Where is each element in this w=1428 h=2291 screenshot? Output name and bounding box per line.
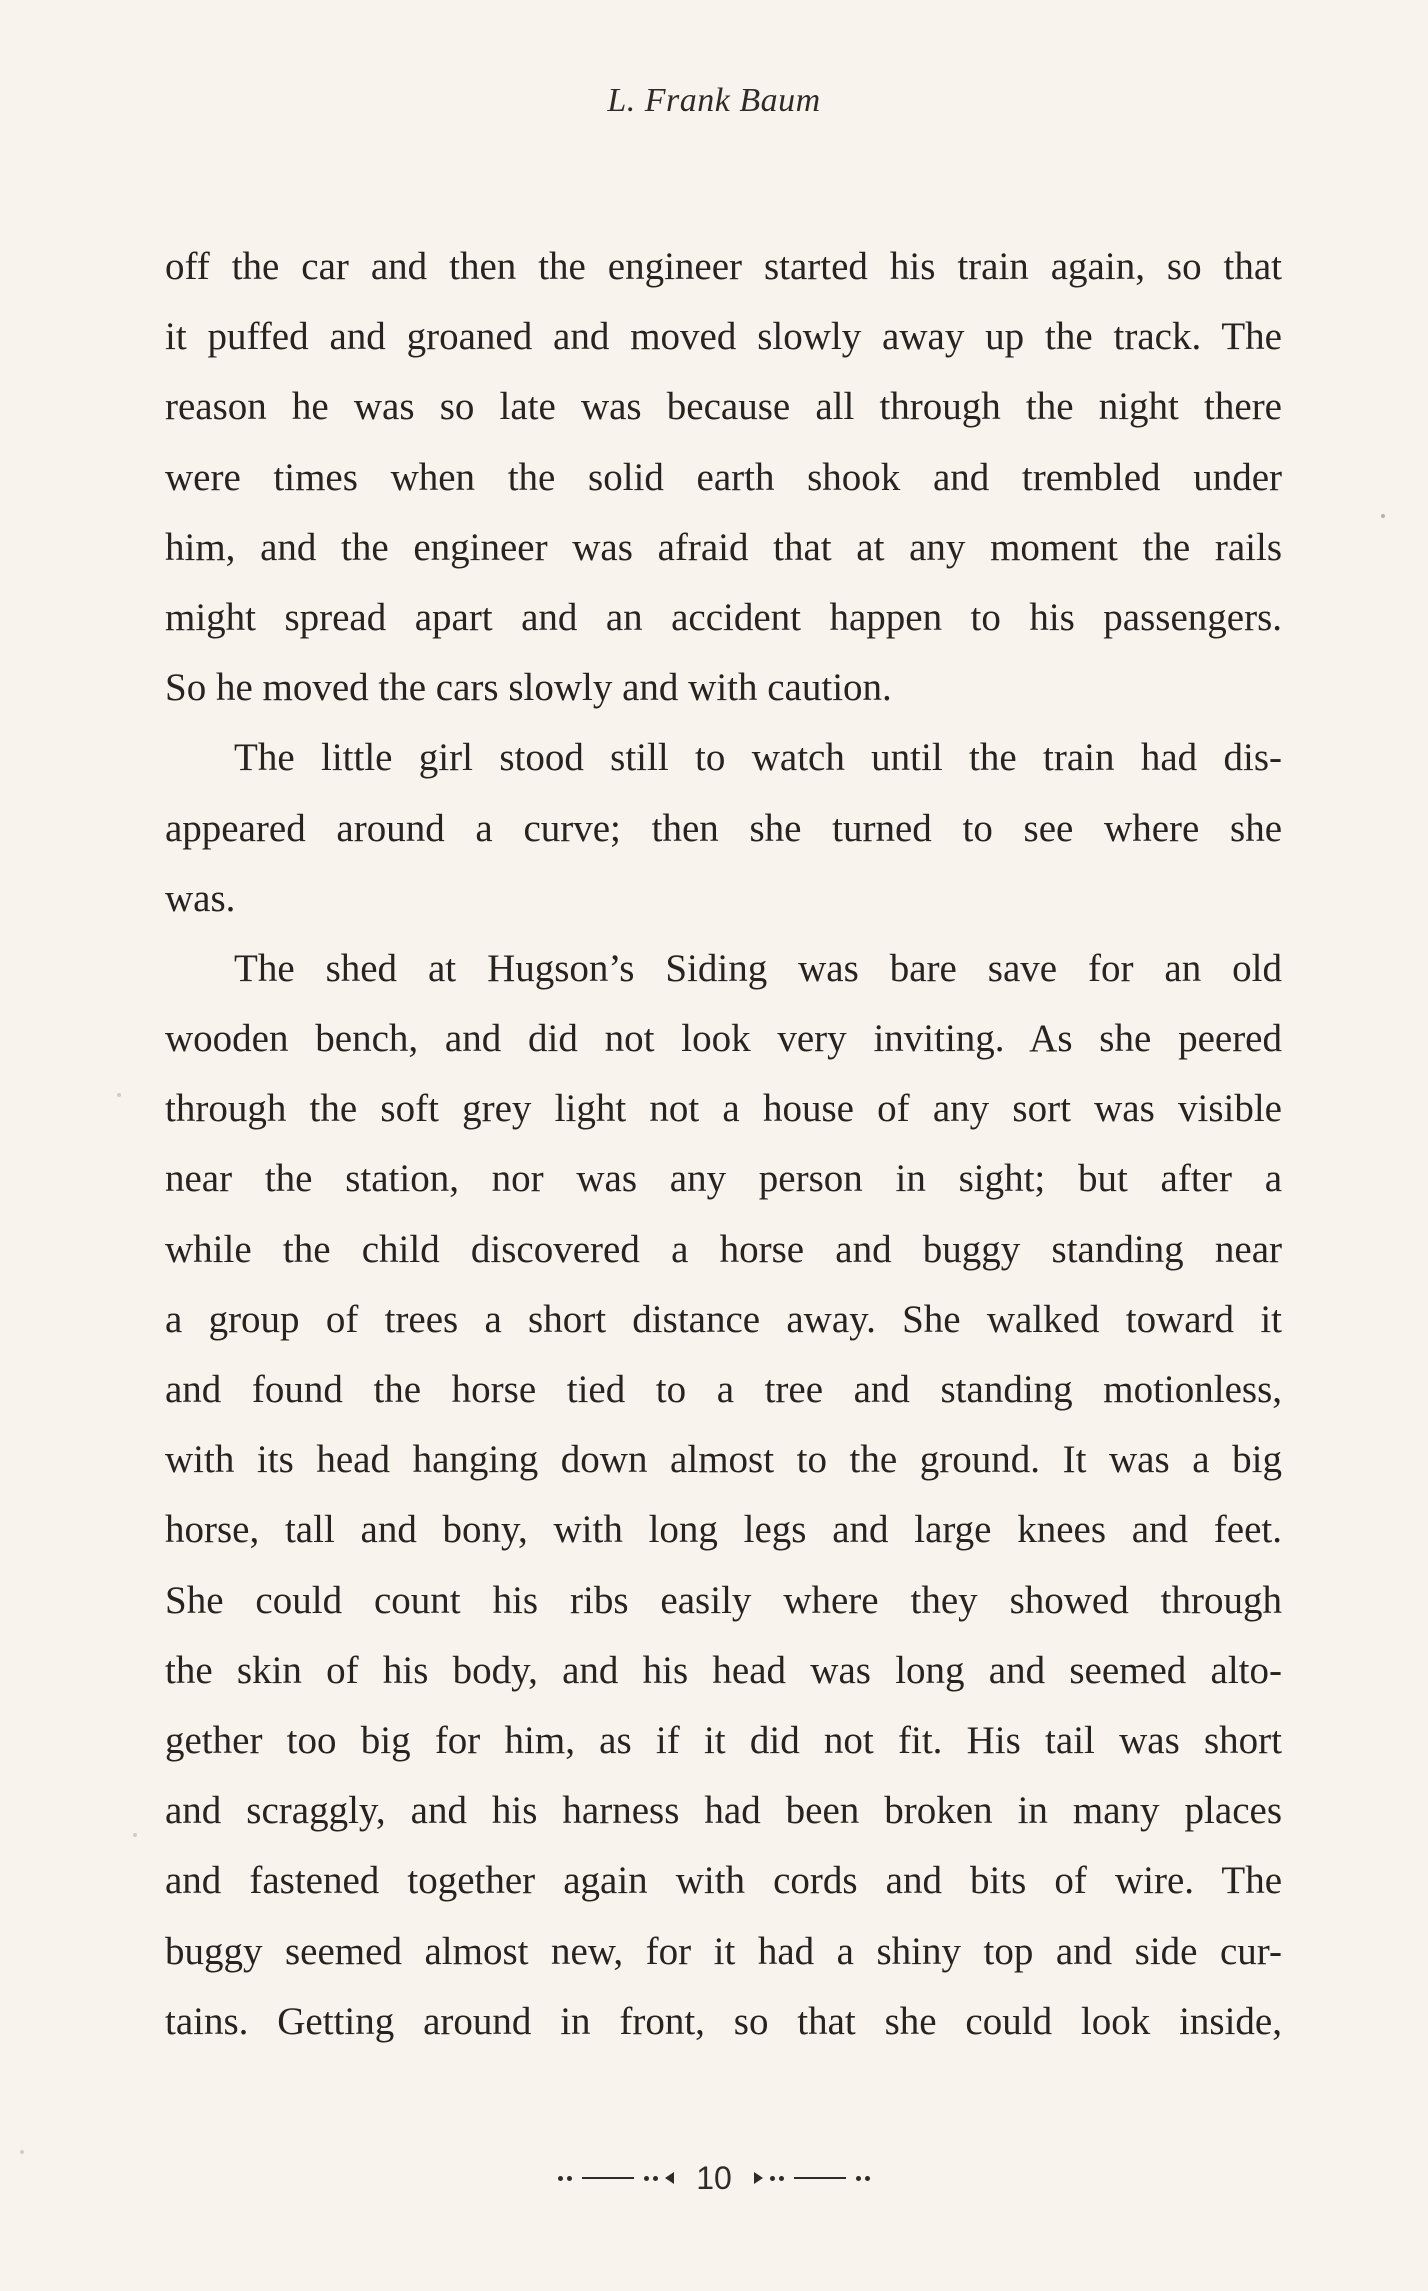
text-line: might spread apart and an accident happen to his passengers. (165, 595, 1282, 639)
paper-speck-icon (1381, 514, 1385, 518)
right-ornament-icon (754, 2172, 870, 2184)
text-line: it puffed and groaned and moved slowly away up the track. The (165, 315, 1282, 359)
text-line: the skin of his body, and his head was long and seemed alto- (165, 1648, 1282, 1692)
paper-speck-icon (20, 2150, 24, 2154)
left-ornament-icon (558, 2172, 674, 2184)
text-line: near the station, nor was any person in sight; but after a (165, 1157, 1282, 1201)
text-line: wooden bench, and did not look very inviting. As she peered (165, 1017, 1282, 1061)
page-folio (0, 2158, 1428, 2198)
paper-speck-icon (117, 1093, 121, 1097)
text-line: was. (165, 876, 236, 920)
text-line: horse, tall and bony, with long legs and large knees and feet. (165, 1508, 1282, 1552)
text-line: through the soft grey light not a house of any sort was visible (165, 1087, 1282, 1131)
text-line: gether too big for him, as if it did not fit. His tail was short (165, 1718, 1282, 1762)
body-text (165, 232, 1282, 2057)
paper-speck-icon (133, 1833, 137, 1837)
text-line: with its head hanging down almost to the ground. It was a big (165, 1438, 1282, 1482)
text-line: and fastened together again with cords and bits of wire. The (165, 1859, 1282, 1903)
text-line: and scraggly, and his harness had been broken in many places (165, 1789, 1282, 1833)
text-line: So he moved the cars slowly and with caution. (165, 666, 892, 710)
text-line: him, and the engineer was afraid that at any moment the rails (165, 525, 1282, 569)
text-line: The little girl stood still to watch until the train had dis- (234, 736, 1282, 780)
text-line: She could count his ribs easily where they showed through (165, 1578, 1282, 1622)
text-line: The shed at Hugson’s Siding was bare save for an old (234, 946, 1282, 990)
text-line: tains. Getting around in front, so that she could look inside, (165, 1999, 1282, 2043)
text-line: were times when the solid earth shook and trembled under (165, 455, 1282, 499)
text-line: reason he was so late was because all through the night there (165, 385, 1282, 429)
text-line: a group of trees a short distance away. She walked toward it (165, 1297, 1282, 1341)
text-line: buggy seemed almost new, for it had a shiny top and side cur- (165, 1929, 1282, 1973)
text-line: while the child discovered a horse and buggy standing near (165, 1227, 1282, 1271)
running-head-author: L. Frank Baum (607, 82, 821, 119)
text-line: appeared around a curve; then she turned to see where she (165, 806, 1282, 850)
text-line: off the car and then the engineer started his train again, so that (165, 245, 1282, 288)
text-line: and found the horse tied to a tree and standing motionless, (165, 1368, 1282, 1411)
page-number: 10 (696, 2160, 732, 2196)
